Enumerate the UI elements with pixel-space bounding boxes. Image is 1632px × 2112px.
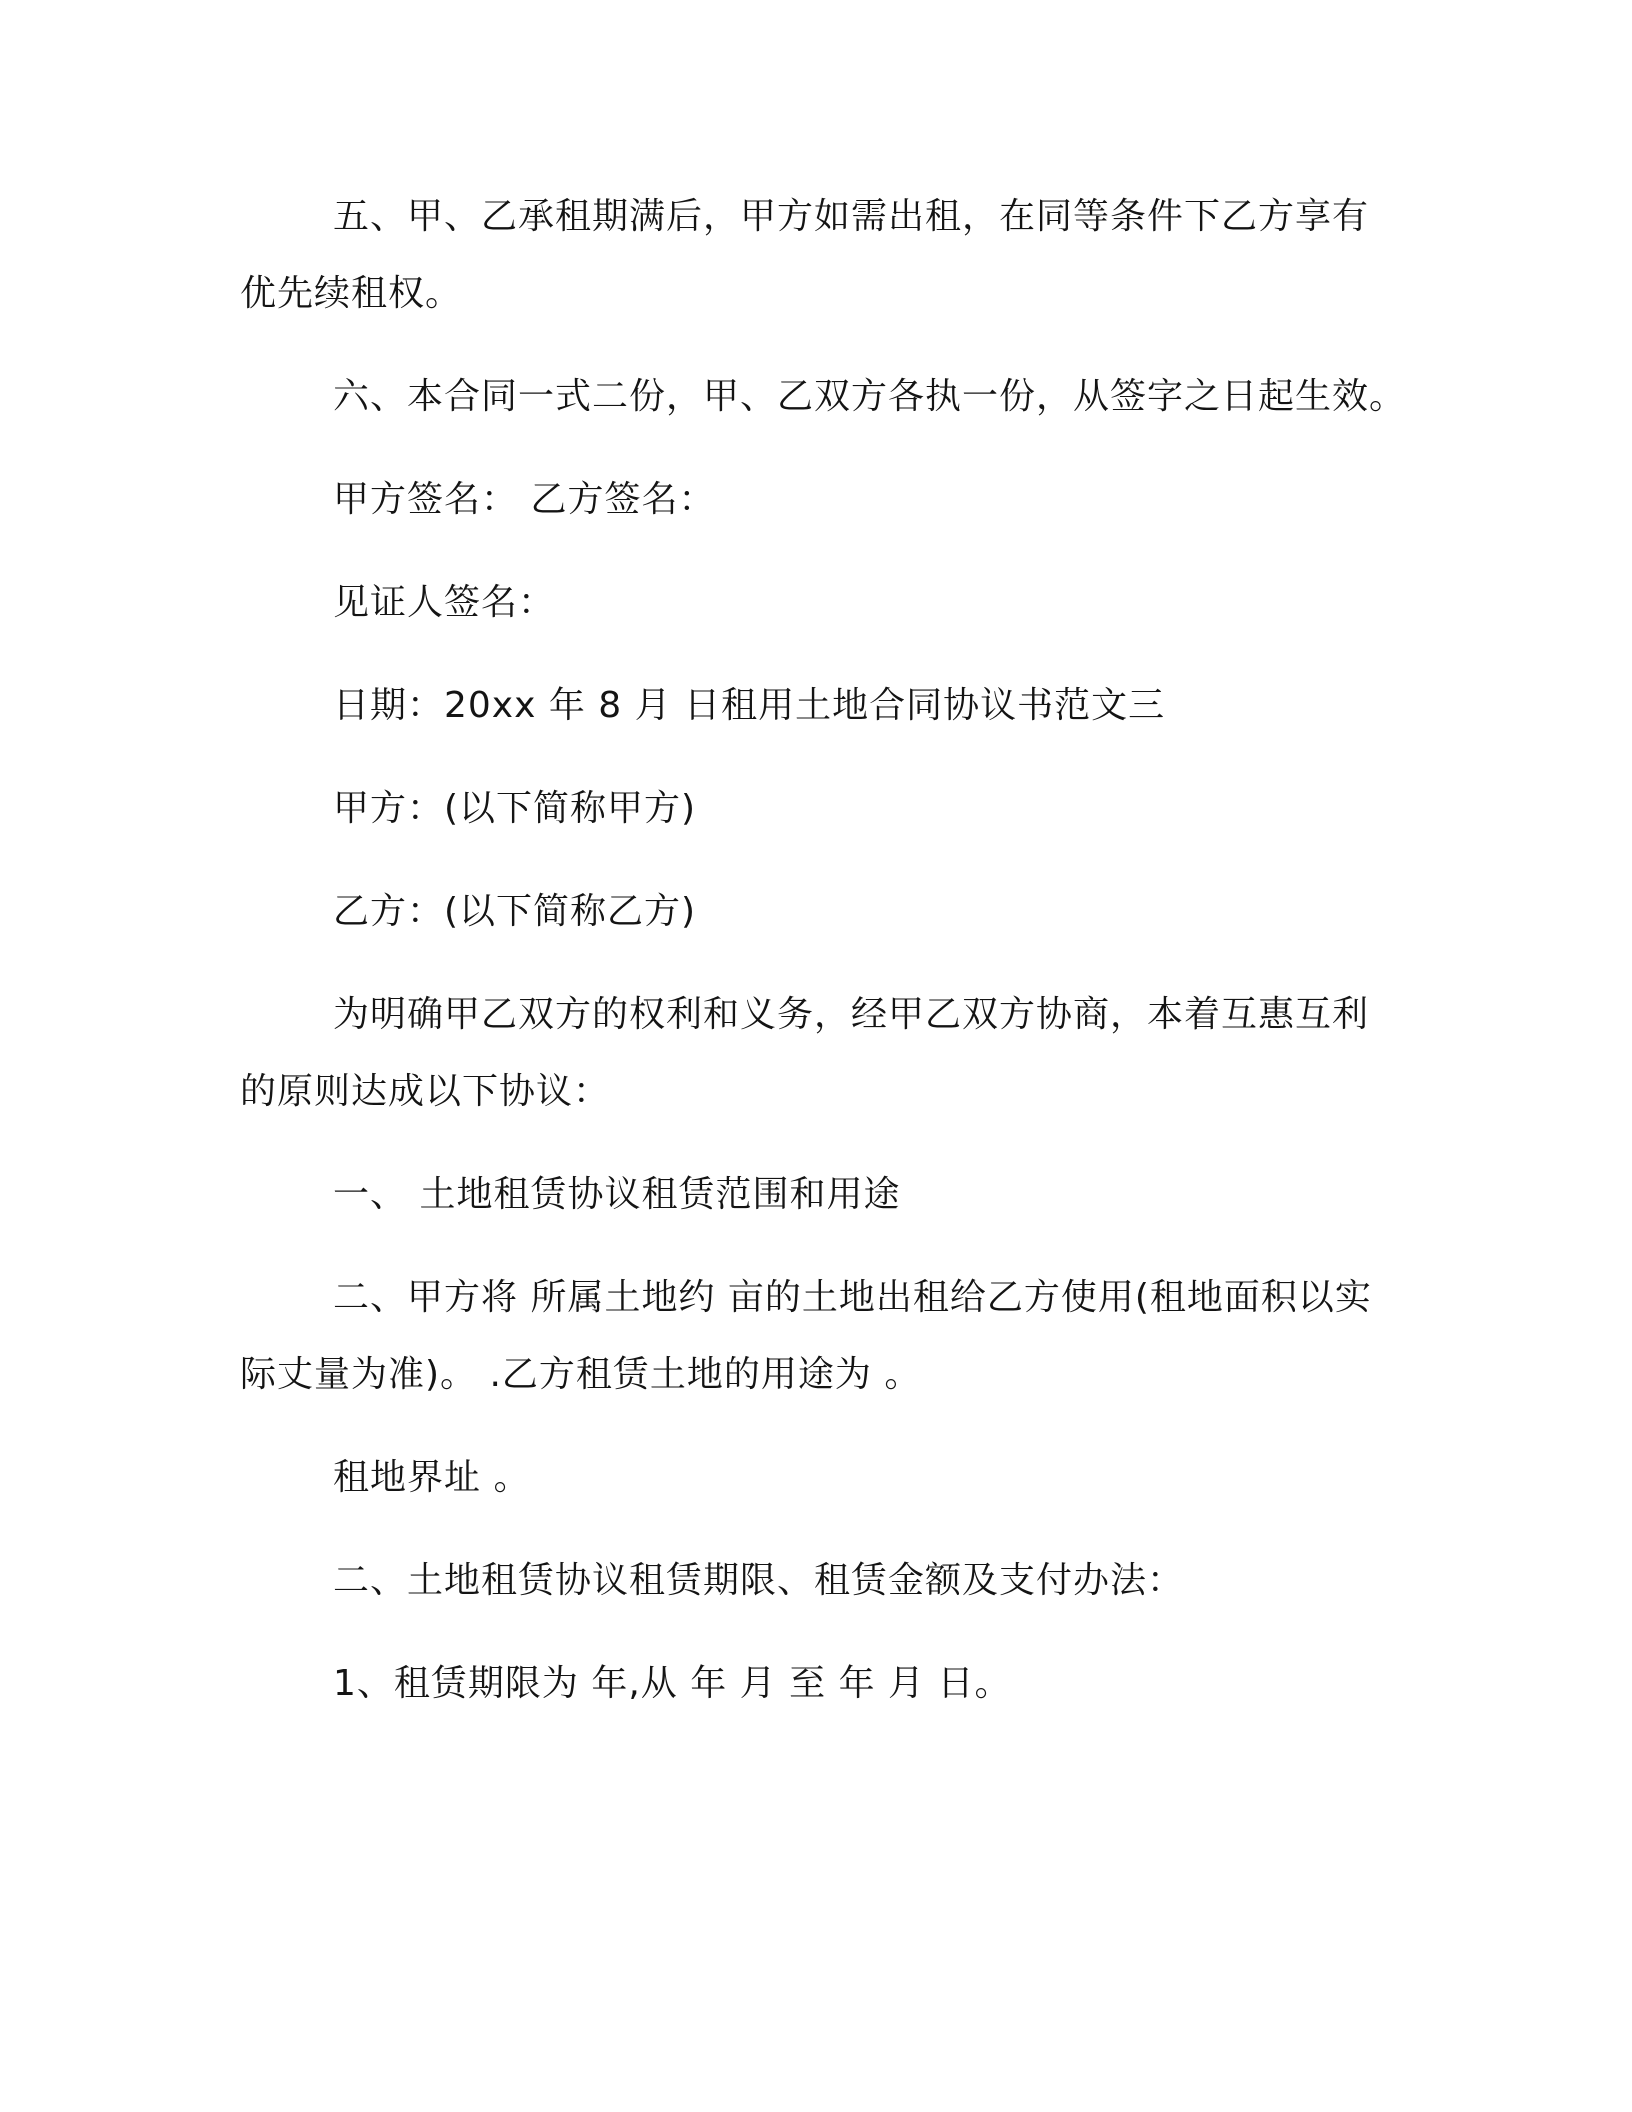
- paragraph-line: 二、土地租赁协议租赁期限、租赁金额及支付办法：: [333, 1560, 1185, 1601]
- party-a-line: [240, 770, 1432, 847]
- paragraph-lease-term: [240, 1645, 1432, 1722]
- section-heading-term-payment: [240, 1542, 1432, 1619]
- paragraph-line: 六、本合同一式二份，甲、乙双方各执一份，从签字之日起生效。: [333, 376, 1407, 417]
- paragraph-copies-effective: [240, 358, 1432, 435]
- paragraph-boundary: [240, 1439, 1432, 1516]
- signature-line-witness: [240, 564, 1432, 641]
- paragraph-land-lease: [240, 1259, 1432, 1413]
- paragraph-line: 1、租赁期限为 年,从 年 月 至 年 月 日。: [333, 1663, 1012, 1704]
- paragraph-renewal-priority: [240, 178, 1432, 332]
- paragraph-line: 为明确甲乙双方的权利和义务，经甲乙双方协商，本着互惠互利: [333, 994, 1370, 1035]
- paragraph-line: 五、甲、乙承租期满后，甲方如需出租，在同等条件下乙方享有: [333, 196, 1370, 237]
- paragraph-line: 乙方：(以下简称乙方): [333, 891, 697, 932]
- date-and-title-line: [240, 667, 1432, 744]
- paragraph-line: 二、甲方将 所属土地约 亩的土地出租给乙方使用(租地面积以实: [333, 1277, 1372, 1318]
- paragraph-line: 一、 土地租赁协议租赁范围和用途: [333, 1174, 901, 1215]
- paragraph-line: 甲方签名： 乙方签名：: [333, 479, 716, 520]
- section-heading-scope: [240, 1156, 1432, 1233]
- party-b-line: [240, 873, 1432, 950]
- paragraph-line: 际丈量为准)。 .乙方租赁土地的用途为 。: [240, 1354, 922, 1395]
- paragraph-line: 租地界址 。: [333, 1457, 531, 1498]
- paragraph-line: 甲方：(以下简称甲方): [333, 788, 697, 829]
- paragraph-preamble: [240, 976, 1432, 1130]
- signature-line-parties: [240, 461, 1432, 538]
- paragraph-line: 的原则达成以下协议：: [240, 1071, 611, 1112]
- paragraph-line: 见证人签名：: [333, 582, 556, 623]
- paragraph-line: 日期：20xx 年 8 月 日租用土地合同协议书范文三: [333, 685, 1166, 726]
- paragraph-line: 优先续租权。: [240, 273, 463, 314]
